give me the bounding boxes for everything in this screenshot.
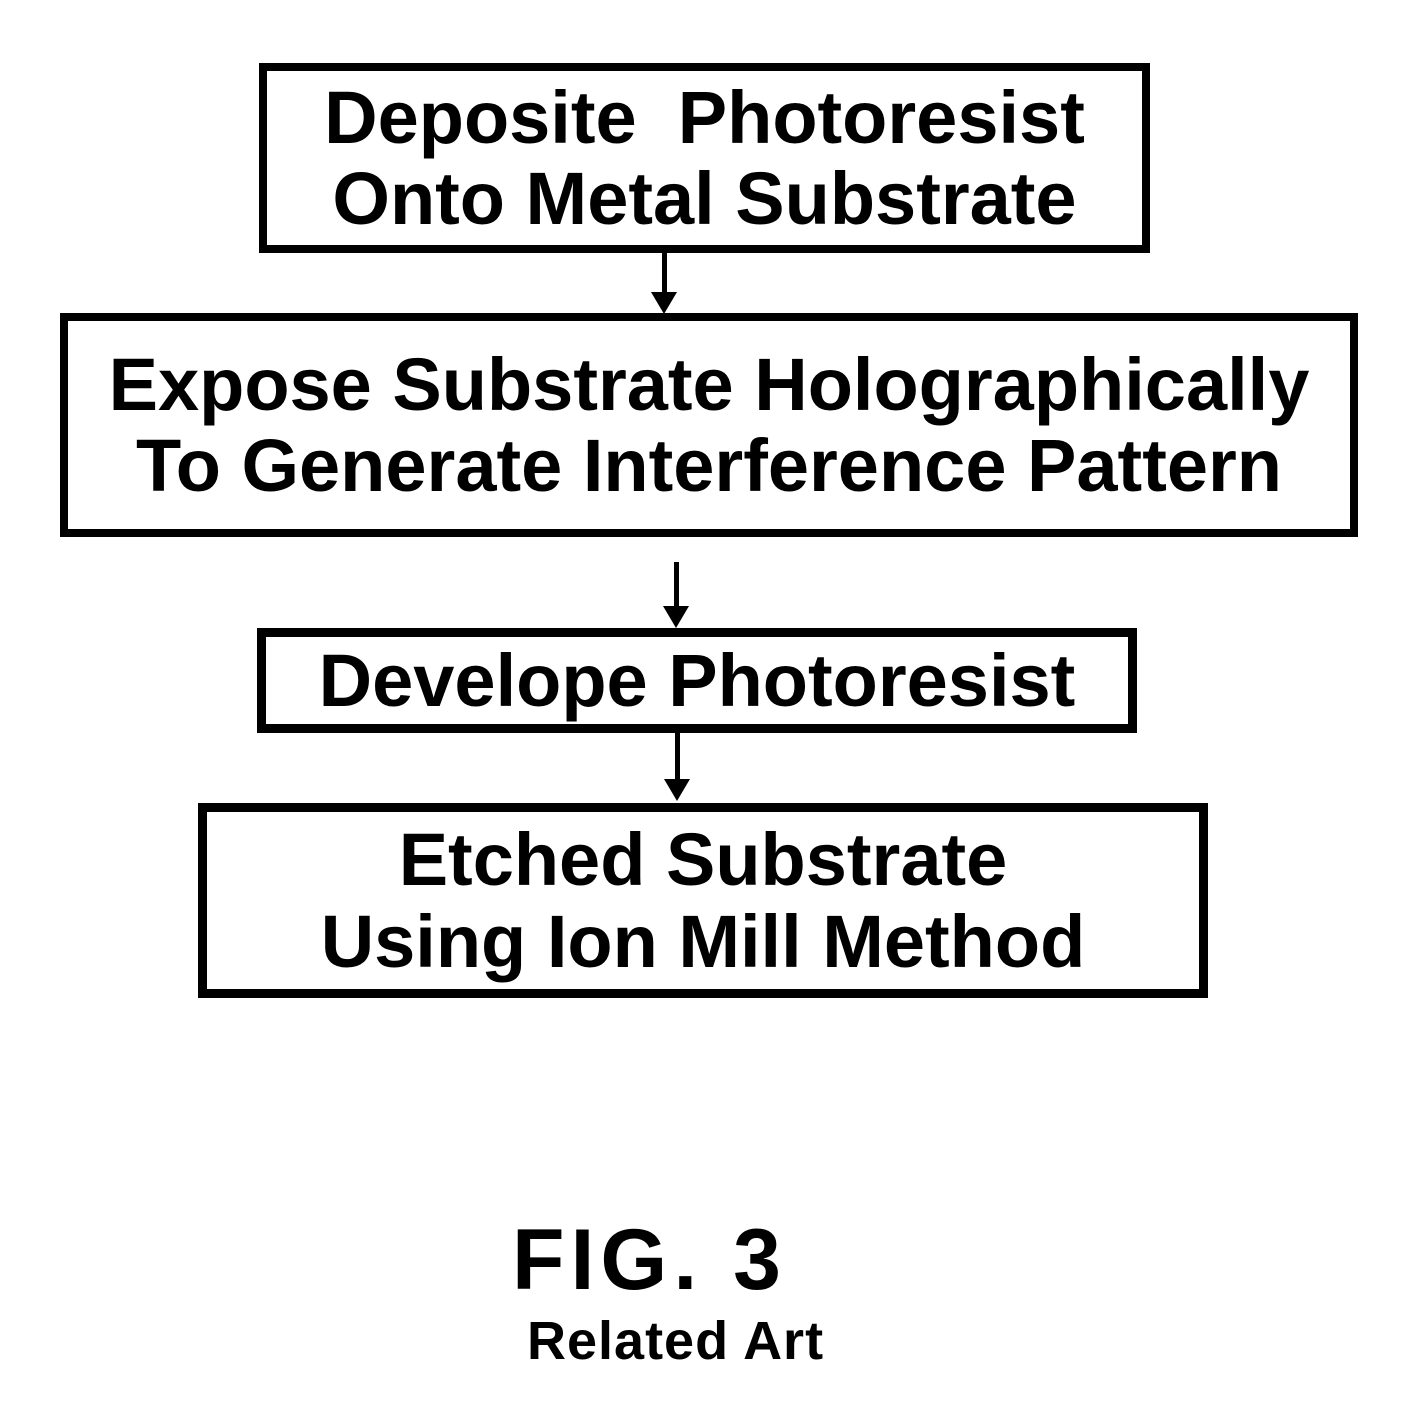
flow-step-develop-photoresist bbox=[257, 628, 1137, 733]
arrow-shaft bbox=[662, 253, 667, 292]
flow-step-text-line: Etched Substrate bbox=[398, 818, 1008, 902]
flow-step-etch-substrate bbox=[198, 803, 1208, 998]
arrow-down-icon bbox=[651, 253, 677, 314]
figure-sublabel: Related Art bbox=[527, 1311, 825, 1371]
flow-step-deposit-photoresist bbox=[259, 63, 1150, 253]
arrow-shaft bbox=[674, 562, 679, 606]
arrow-head bbox=[663, 606, 689, 628]
flow-step-text-line: Deposite Photoresist bbox=[324, 75, 1085, 159]
arrow-head bbox=[664, 779, 690, 801]
flow-step-text-line: To Generate Interference Pattern bbox=[136, 424, 1282, 507]
figure-label: FIG. 3 bbox=[512, 1212, 787, 1308]
arrow-down-icon bbox=[664, 733, 690, 801]
flow-step-expose-substrate bbox=[60, 313, 1358, 537]
flow-step-text-line: Develope Photoresist bbox=[318, 638, 1076, 722]
arrow-shaft bbox=[675, 733, 680, 779]
flow-step-text-line: Using Ion Mill Method bbox=[320, 899, 1086, 983]
arrow-head bbox=[651, 292, 677, 314]
flow-step-text-line: Onto Metal Substrate bbox=[332, 157, 1077, 240]
arrow-down-icon bbox=[663, 562, 689, 628]
flow-step-text-line: Expose Substrate Holographically bbox=[108, 342, 1310, 426]
